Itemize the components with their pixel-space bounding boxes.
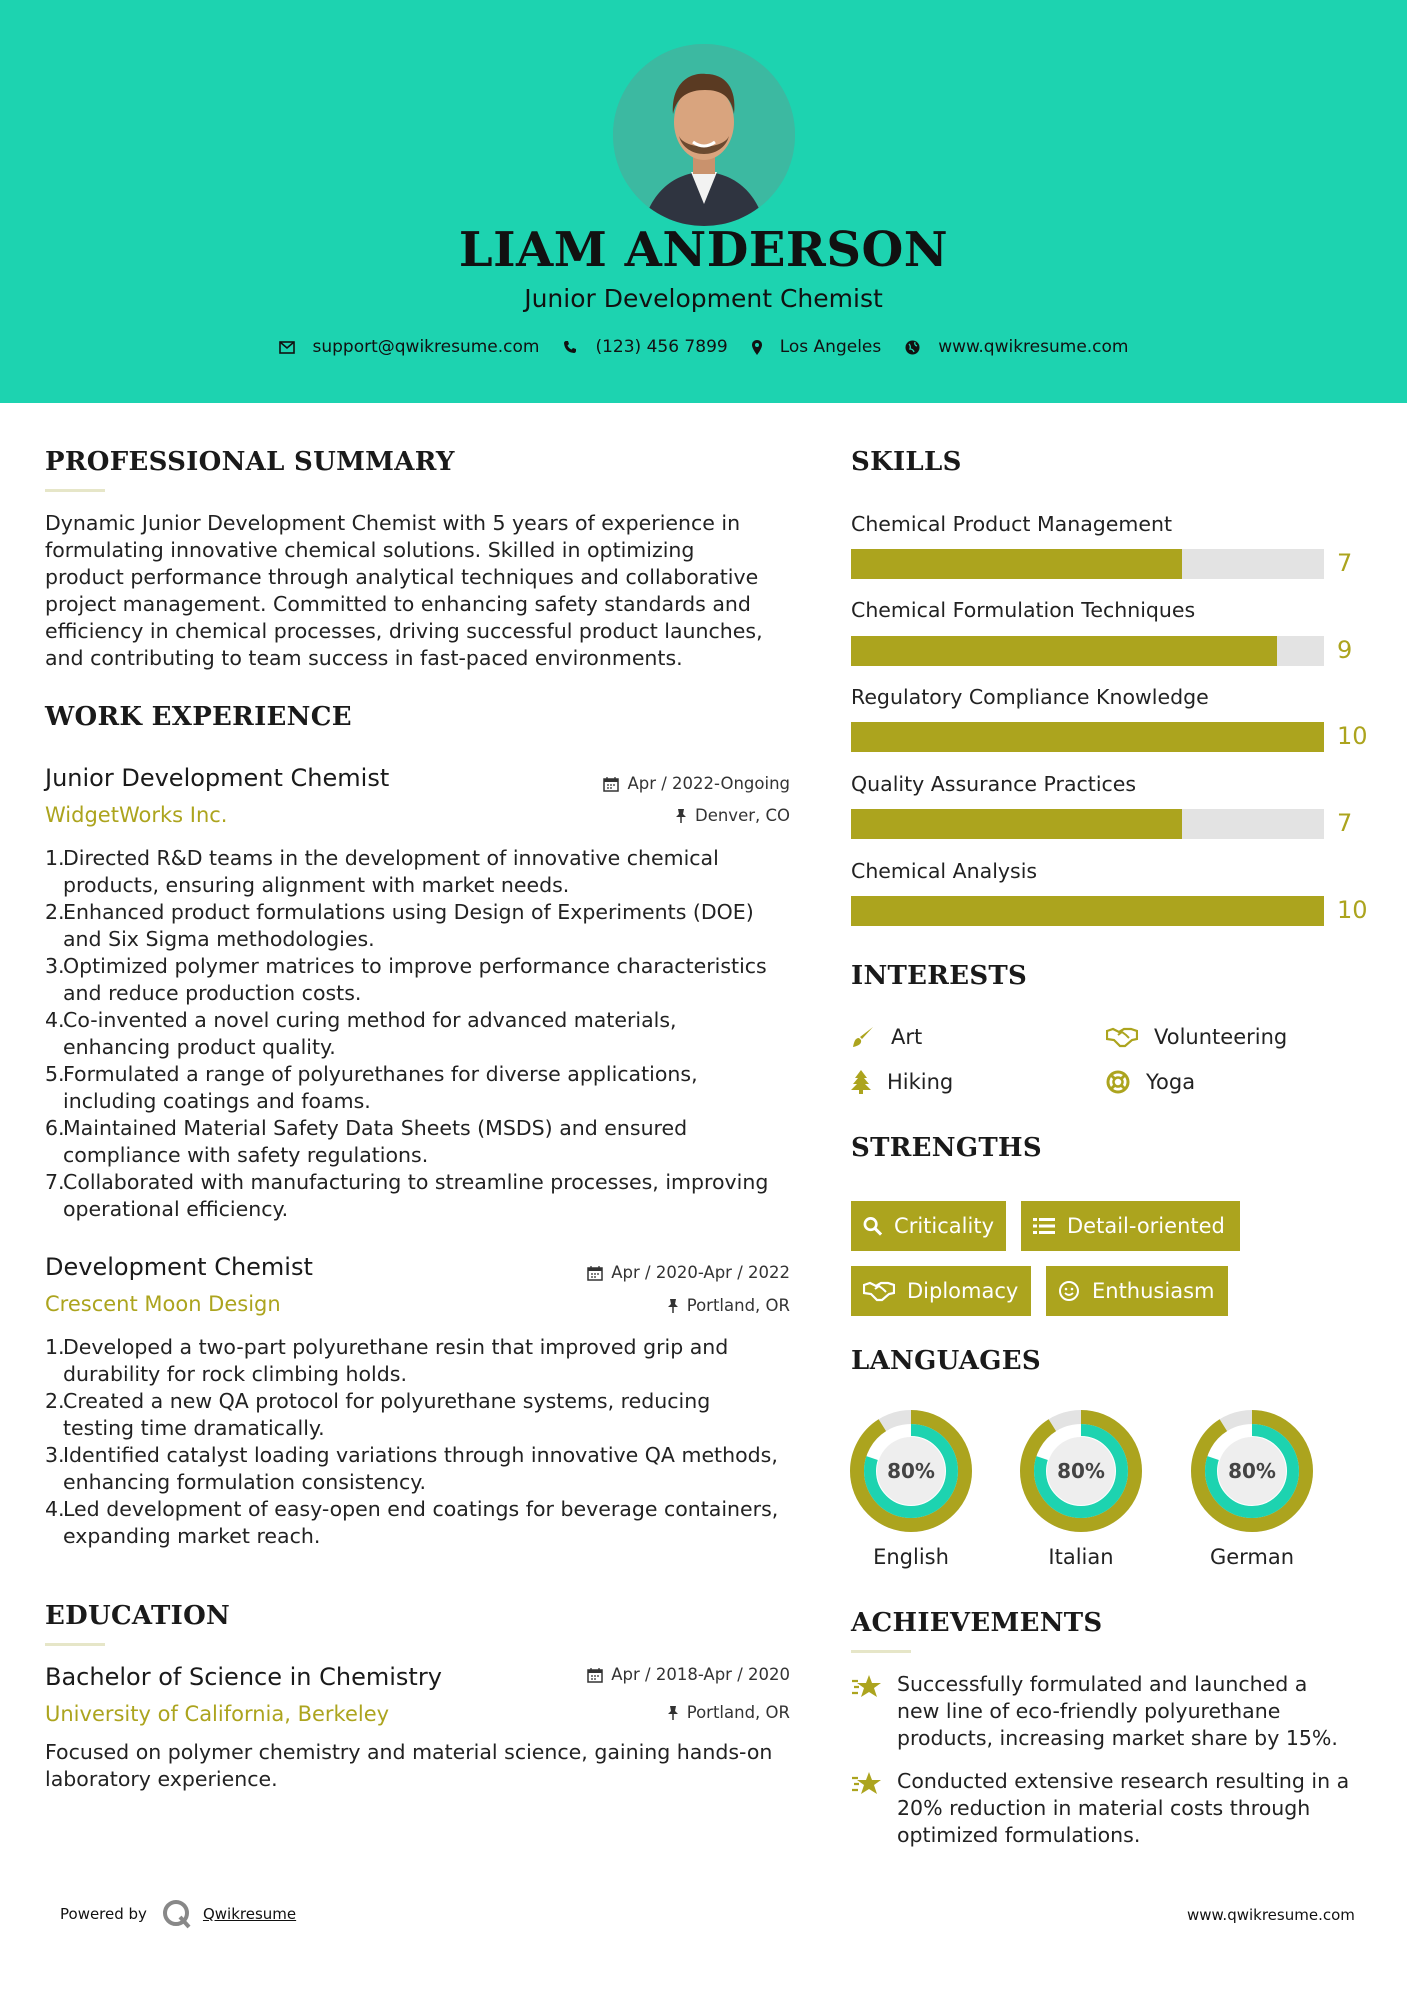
summary-heading: PROFESSIONAL SUMMARY (45, 447, 455, 477)
skill-bar-fill (851, 636, 1277, 666)
interest-label: Volunteering (1154, 1025, 1288, 1049)
language-name: English (873, 1545, 949, 1569)
skill-name: Quality Assurance Practices (851, 772, 1137, 796)
education-line: laboratory experience. (45, 1767, 278, 1791)
list-item: 2. Enhanced product formulations using Design of Experiments (DOE) and Six Sigma methodologies. (45, 900, 754, 951)
education-line: Focused on polymer chemistry and material science, gaining hands-on (45, 1740, 773, 1764)
contact-website[interactable] (905, 337, 1128, 357)
handshake-icon (1106, 1026, 1138, 1048)
list-item: 5. Formulated a range of polyurethanes for diverse applications, including coatings and foams. (45, 1062, 698, 1113)
job-title: Development Chemist (45, 1253, 313, 1281)
achievement-line: new line of eco-friendly polyurethane (897, 1699, 1281, 1723)
job-location (540, 1296, 790, 1315)
language-name: Italian (1048, 1545, 1114, 1569)
achievement-line: products, increasing market share by 15%. (897, 1726, 1338, 1750)
map-pin-icon (752, 340, 762, 355)
job-dates-text: Apr / 2022-Ongoing (627, 774, 790, 793)
phone-icon (563, 340, 577, 354)
list-item: 6. Maintained Material Safety Data Sheets (MSDS) and ensured compliance with safety regulations. (45, 1116, 688, 1167)
website-text: www.qwikresume.com (938, 337, 1129, 357)
skill-value: 10 (1337, 722, 1368, 750)
language-ring (1020, 1410, 1142, 1532)
strength-label: Criticality (894, 1214, 994, 1238)
footer-website[interactable]: www.qwikresume.com (1187, 1906, 1355, 1924)
education-location-text: Portland, OR (686, 1703, 790, 1722)
qwikresume-logo-icon (161, 1898, 193, 1930)
degree-title: Bachelor of Science in Chemistry (45, 1663, 442, 1691)
interest-label: Art (891, 1025, 923, 1049)
candidate-title: Junior Development Chemist (524, 284, 883, 313)
list-icon (1033, 1217, 1055, 1235)
skill-bar-fill (851, 722, 1324, 752)
education-dates-text: Apr / 2018-Apr / 2020 (611, 1665, 790, 1684)
list-item: 4. Co-invented a novel curing method for advanced materials, enhancing product quality. (45, 1008, 677, 1059)
strength-tag (851, 1201, 1006, 1251)
pushpin-icon (675, 808, 687, 824)
summary-line: and contributing to team success in fast-paced environments. (45, 646, 683, 670)
language-percent: 80% (1057, 1459, 1105, 1483)
skill-name: Chemical Analysis (851, 859, 1038, 883)
skill-value: 9 (1337, 636, 1353, 664)
achievement-line: optimized formulations. (897, 1823, 1141, 1847)
interest-hiking (851, 1070, 953, 1094)
education-dates (540, 1665, 790, 1684)
search-icon (863, 1216, 882, 1236)
job-location-text: Portland, OR (686, 1296, 790, 1315)
star-award-icon (851, 1770, 883, 1798)
strength-tag (1021, 1201, 1240, 1251)
summary-line: product performance through analytical techniques and collaborative (45, 565, 759, 589)
candidate-name: LIAM ANDERSON (458, 222, 949, 278)
skill-bar-track (851, 896, 1324, 926)
skill-bar-track (851, 809, 1324, 839)
skills-heading: SKILLS (851, 447, 962, 477)
education-description (45, 1739, 805, 1793)
star-award-icon (851, 1673, 883, 1701)
skill-bar-fill (851, 549, 1182, 579)
job-dates (540, 1263, 790, 1282)
profile-photo (613, 44, 795, 226)
languages-heading: LANGUAGES (851, 1346, 1041, 1376)
header-banner (0, 0, 1407, 403)
language-ring (850, 1410, 972, 1532)
skill-bar-track (851, 549, 1324, 579)
pushpin-icon (667, 1705, 679, 1721)
list-item: 4. Led development of easy-open end coatings for beverage containers, expanding market reach. (45, 1497, 779, 1548)
achievement-item (851, 1768, 1371, 1849)
summary-line: project management. Committed to enhancing safety standards and (45, 592, 751, 616)
interest-label: Hiking (887, 1070, 954, 1094)
brand-link[interactable]: Qwikresume (202, 1905, 297, 1923)
handshake-icon (863, 1280, 895, 1302)
achievement-item (851, 1671, 1371, 1752)
contact-bar (0, 337, 1407, 357)
phone-text: (123) 456 7899 (595, 337, 728, 357)
education-heading: EDUCATION (45, 1601, 231, 1631)
job-dates-text: Apr / 2020-Apr / 2022 (611, 1263, 790, 1282)
language-gauge (1020, 1410, 1142, 1536)
envelope-icon (279, 341, 295, 354)
language-gauge (850, 1410, 972, 1536)
skill-bar-track (851, 636, 1324, 666)
job-duties-list (45, 1334, 795, 1550)
skill-name: Chemical Product Management (851, 512, 1173, 536)
interests-heading: INTERESTS (851, 961, 1028, 991)
list-item: 3. Optimized polymer matrices to improve performance characteristics and reduce production costs. (45, 954, 767, 1005)
education-location (540, 1703, 790, 1722)
job-dates (540, 774, 790, 793)
list-item: 1. Directed R&D teams in the development of innovative chemical products, ensuring alignment with market needs. (45, 846, 719, 897)
summary-line: Dynamic Junior Development Chemist with 5 years of experience in (45, 511, 741, 535)
language-ring (1191, 1410, 1313, 1532)
skill-bar-fill (851, 896, 1324, 926)
skill-bar-track (851, 722, 1324, 752)
strength-label: Detail-oriented (1067, 1214, 1225, 1238)
contact-email[interactable] (279, 337, 540, 357)
interest-label: Yoga (1146, 1070, 1196, 1094)
language-percent: 80% (887, 1459, 935, 1483)
list-item: 2. Created a new QA protocol for polyurethane systems, reducing testing time dramatically. (45, 1389, 711, 1440)
achievement-line: Conducted extensive research resulting in a (897, 1769, 1350, 1793)
skill-name: Regulatory Compliance Knowledge (851, 685, 1209, 709)
achievements-rule (851, 1650, 911, 1653)
calendar-icon (603, 776, 619, 792)
language-name: German (1209, 1545, 1295, 1569)
pushpin-icon (667, 1298, 679, 1314)
job-company: Crescent Moon Design (45, 1292, 281, 1316)
list-item: 3. Identified catalyst loading variations through innovative QA methods, enhancing formulation consistency. (45, 1443, 778, 1494)
email-text: support@qwikresume.com (312, 337, 540, 357)
strengths-heading: STRENGTHS (851, 1133, 1042, 1163)
achievement-line: 20% reduction in material costs through (897, 1796, 1311, 1820)
interest-yoga (1106, 1070, 1195, 1094)
contact-location (752, 337, 882, 357)
summary-line: formulating innovative chemical solutions. Skilled in optimizing (45, 538, 695, 562)
strength-tag (851, 1266, 1031, 1316)
skill-bar-fill (851, 809, 1182, 839)
list-item: 1. Developed a two-part polyurethane resin that improved grip and durability for rock climbing holds. (45, 1335, 729, 1386)
achievement-line: Successfully formulated and launched a (897, 1672, 1308, 1696)
language-gauge (1191, 1410, 1313, 1536)
language-percent: 80% (1228, 1459, 1276, 1483)
strength-label: Diplomacy (907, 1279, 1019, 1303)
summary-text (45, 510, 785, 672)
job-duties-list (45, 845, 795, 1223)
powered-by-text: Powered by (60, 1905, 147, 1923)
achievements-heading: ACHIEVEMENTS (851, 1608, 1103, 1638)
calendar-icon (587, 1667, 603, 1683)
lifebuoy-icon (1106, 1070, 1130, 1094)
globe-icon (905, 340, 920, 355)
location-text: Los Angeles (779, 337, 882, 357)
list-item: 7. Collaborated with manufacturing to streamline processes, improving operational efficiency. (45, 1170, 769, 1221)
strength-tag (1046, 1266, 1228, 1316)
strength-label: Enthusiasm (1092, 1279, 1215, 1303)
smile-icon (1058, 1280, 1080, 1302)
powered-by (60, 1898, 296, 1930)
summary-rule (45, 489, 105, 492)
skill-value: 7 (1337, 549, 1353, 577)
calendar-icon (587, 1265, 603, 1281)
job-location (540, 806, 790, 825)
paintbrush-icon (851, 1025, 875, 1049)
interest-art (851, 1025, 922, 1049)
job-location-text: Denver, CO (694, 806, 790, 825)
job-company: WidgetWorks Inc. (45, 803, 228, 827)
interest-volunteering (1106, 1025, 1287, 1049)
tree-icon (851, 1070, 871, 1094)
summary-line: efficiency in chemical processes, driving successful product launches, (45, 619, 763, 643)
contact-phone[interactable] (563, 337, 727, 357)
skill-name: Chemical Formulation Techniques (851, 598, 1196, 622)
experience-heading: WORK EXPERIENCE (45, 702, 352, 732)
school-name: University of California, Berkeley (45, 1702, 390, 1726)
job-title: Junior Development Chemist (45, 764, 390, 792)
education-rule (45, 1643, 105, 1646)
skill-value: 10 (1337, 896, 1368, 924)
skill-value: 7 (1337, 809, 1353, 837)
